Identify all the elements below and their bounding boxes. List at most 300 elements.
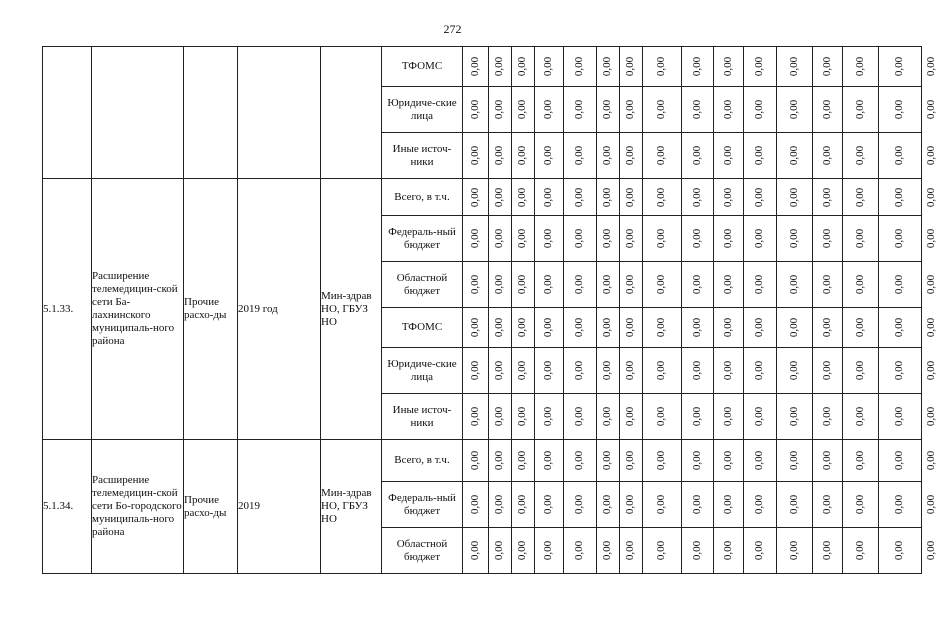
value-text: 0,00: [542, 360, 555, 381]
value-cell: [714, 394, 744, 440]
measure-executor: [321, 47, 382, 179]
funding-source: Всего, в т.ч.: [382, 440, 463, 482]
value-text: 0,00: [516, 228, 529, 249]
value-text: 0,00: [493, 494, 506, 515]
value-cell: [564, 348, 597, 394]
value-text: 0,00: [542, 99, 555, 120]
value-text: 0,00: [601, 317, 614, 338]
value-text: 0,00: [601, 187, 614, 207]
value-cell: [564, 216, 597, 262]
value-text: 0,00: [925, 317, 938, 338]
value-text: 0,00: [601, 145, 614, 166]
expense-type: Прочие расхо-ды: [184, 179, 238, 440]
value-cell: [879, 348, 922, 394]
value-cell: [564, 179, 597, 216]
value-cell: [714, 308, 744, 348]
value-cell: [564, 308, 597, 348]
value-text: 0,00: [722, 450, 734, 471]
value-text: 0,00: [788, 406, 800, 427]
value-text: 0,00: [655, 406, 668, 427]
measure-executor: Мин-здрав НО, ГБУЗ НО: [321, 440, 382, 574]
funding-source: ТФОМС: [382, 308, 463, 348]
value-text: 0,00: [893, 360, 906, 381]
value-text: 0,00: [469, 450, 481, 471]
value-cell: [777, 87, 813, 133]
value-cell: [489, 216, 512, 262]
value-cell: [682, 394, 714, 440]
value-cell: [777, 482, 813, 528]
value-text: 0,00: [821, 56, 833, 77]
value-text: 0,00: [516, 494, 529, 515]
value-text: 0,00: [854, 406, 866, 427]
value-text: 0,00: [722, 317, 734, 338]
value-cell: [744, 133, 777, 179]
value-cell: [682, 482, 714, 528]
value-text: 0,00: [469, 274, 481, 295]
value-text: 0,00: [893, 450, 906, 471]
value-cell: [813, 440, 843, 482]
value-text: 0,00: [655, 145, 668, 166]
value-cell: [879, 308, 922, 348]
value-cell: [564, 440, 597, 482]
value-cell: [744, 308, 777, 348]
funding-source: Областной бюджет: [382, 528, 463, 574]
value-cell: [777, 47, 813, 87]
value-cell: [879, 440, 922, 482]
value-cell: [564, 87, 597, 133]
value-text: 0,00: [925, 99, 938, 120]
value-text: 0,00: [925, 360, 938, 381]
value-cell: [843, 348, 879, 394]
value-text: 0,00: [893, 540, 906, 561]
value-cell: [682, 133, 714, 179]
value-text: 0,00: [493, 228, 506, 249]
value-text: 0,00: [821, 274, 833, 295]
value-text: 0,00: [516, 317, 529, 338]
table-row: [43, 440, 922, 482]
value-cell: [744, 348, 777, 394]
value-text: 0,00: [788, 540, 800, 561]
value-cell: [643, 179, 682, 216]
measure-year: 2019 год: [238, 179, 321, 440]
value-cell: [879, 179, 922, 216]
value-text: 0,00: [925, 56, 938, 77]
value-cell: [682, 262, 714, 308]
value-cell: [564, 133, 597, 179]
value-text: 0,00: [753, 99, 766, 120]
value-text: 0,00: [753, 187, 766, 207]
value-text: 0,00: [469, 540, 481, 561]
value-cell: [620, 87, 643, 133]
value-text: 0,00: [542, 540, 555, 561]
value-cell: [643, 440, 682, 482]
value-text: 0,00: [655, 540, 668, 561]
value-text: 0,00: [516, 56, 529, 77]
value-cell: [597, 262, 620, 308]
funding-source: Областной бюджет: [382, 262, 463, 308]
value-text: 0,00: [516, 450, 529, 471]
measure-name: [92, 47, 184, 179]
value-text: 0,00: [753, 317, 766, 338]
value-cell: [714, 528, 744, 574]
value-text: 0,00: [854, 56, 866, 77]
value-cell: [512, 482, 535, 528]
value-cell: [564, 394, 597, 440]
value-text: 0,00: [542, 187, 555, 207]
value-text: 0,00: [821, 494, 833, 515]
value-text: 0,00: [691, 406, 703, 427]
value-text: 0,00: [655, 450, 668, 471]
value-text: 0,00: [542, 317, 555, 338]
value-text: 0,00: [516, 360, 529, 381]
value-text: 0,00: [493, 317, 506, 338]
value-text: 0,00: [601, 99, 614, 120]
value-text: 0,00: [573, 56, 586, 77]
value-text: 0,00: [722, 99, 734, 120]
value-cell: [463, 133, 489, 179]
value-text: 0,00: [854, 274, 866, 295]
value-text: 0,00: [469, 187, 481, 207]
value-cell: [512, 179, 535, 216]
funding-source: Иные источ-ники: [382, 133, 463, 179]
value-text: 0,00: [542, 56, 555, 77]
value-text: 0,00: [722, 145, 734, 166]
value-text: 0,00: [722, 56, 734, 77]
value-cell: [620, 216, 643, 262]
value-text: 0,00: [624, 360, 637, 381]
value-text: 0,00: [753, 406, 766, 427]
value-text: 0,00: [893, 228, 906, 249]
value-cell: [535, 482, 564, 528]
value-text: 0,00: [788, 360, 800, 381]
table-row: [43, 47, 922, 87]
value-text: 0,00: [516, 406, 529, 427]
value-cell: [879, 133, 922, 179]
value-cell: [843, 528, 879, 574]
value-cell: [682, 440, 714, 482]
value-text: 0,00: [624, 450, 637, 471]
value-cell: [777, 528, 813, 574]
value-cell: [714, 348, 744, 394]
value-text: 0,00: [722, 228, 734, 249]
value-text: 0,00: [788, 274, 800, 295]
value-text: 0,00: [722, 540, 734, 561]
value-cell: [879, 528, 922, 574]
value-cell: [535, 348, 564, 394]
value-cell: [535, 262, 564, 308]
value-text: 0,00: [469, 406, 481, 427]
value-text: 0,00: [821, 360, 833, 381]
value-text: 0,00: [542, 406, 555, 427]
value-text: 0,00: [893, 274, 906, 295]
value-cell: [597, 394, 620, 440]
measure-code: 5.1.33.: [43, 179, 92, 440]
value-text: 0,00: [854, 317, 866, 338]
value-text: 0,00: [821, 99, 833, 120]
value-text: 0,00: [573, 228, 586, 249]
value-text: 0,00: [925, 187, 938, 207]
value-cell: [463, 348, 489, 394]
value-text: 0,00: [691, 228, 703, 249]
value-cell: [564, 528, 597, 574]
value-text: 0,00: [722, 406, 734, 427]
value-cell: [620, 348, 643, 394]
value-text: 0,00: [821, 187, 833, 207]
value-cell: [597, 348, 620, 394]
value-text: 0,00: [854, 360, 866, 381]
value-text: 0,00: [601, 406, 614, 427]
funding-source: Федераль-ный бюджет: [382, 482, 463, 528]
value-text: 0,00: [753, 228, 766, 249]
value-text: 0,00: [788, 187, 800, 207]
value-cell: [843, 179, 879, 216]
value-cell: [682, 348, 714, 394]
value-cell: [564, 262, 597, 308]
value-cell: [597, 47, 620, 87]
funding-source: Юридиче-ские лица: [382, 87, 463, 133]
value-text: 0,00: [893, 187, 906, 207]
value-cell: [813, 348, 843, 394]
value-text: 0,00: [893, 99, 906, 120]
value-cell: [813, 308, 843, 348]
value-cell: [813, 133, 843, 179]
value-text: 0,00: [493, 360, 506, 381]
value-text: 0,00: [573, 494, 586, 515]
value-cell: [620, 133, 643, 179]
value-cell: [879, 482, 922, 528]
table-row: [43, 179, 922, 216]
value-cell: [489, 482, 512, 528]
value-cell: [813, 394, 843, 440]
value-cell: [597, 179, 620, 216]
value-text: 0,00: [469, 228, 481, 249]
value-text: 0,00: [493, 450, 506, 471]
value-text: 0,00: [691, 274, 703, 295]
value-cell: [512, 440, 535, 482]
value-cell: [777, 179, 813, 216]
value-text: 0,00: [469, 360, 481, 381]
value-cell: [512, 348, 535, 394]
value-cell: [813, 87, 843, 133]
value-text: 0,00: [601, 274, 614, 295]
value-cell: [512, 528, 535, 574]
value-text: 0,00: [753, 450, 766, 471]
value-text: 0,00: [601, 56, 614, 77]
value-cell: [512, 308, 535, 348]
value-text: 0,00: [788, 317, 800, 338]
value-cell: [879, 262, 922, 308]
value-text: 0,00: [893, 145, 906, 166]
funding-source: Всего, в т.ч.: [382, 179, 463, 216]
value-text: 0,00: [925, 494, 938, 515]
value-text: 0,00: [854, 145, 866, 166]
value-text: 0,00: [624, 494, 637, 515]
value-text: 0,00: [573, 274, 586, 295]
value-text: 0,00: [691, 317, 703, 338]
value-cell: [620, 262, 643, 308]
value-cell: [643, 216, 682, 262]
value-cell: [512, 216, 535, 262]
value-text: 0,00: [573, 450, 586, 471]
funding-source: Иные источ-ники: [382, 394, 463, 440]
value-cell: [535, 133, 564, 179]
value-cell: [597, 440, 620, 482]
value-cell: [682, 528, 714, 574]
value-text: 0,00: [573, 187, 586, 207]
value-text: 0,00: [691, 360, 703, 381]
value-cell: [879, 394, 922, 440]
value-text: 0,00: [753, 540, 766, 561]
value-cell: [463, 216, 489, 262]
value-text: 0,00: [691, 145, 703, 166]
value-text: 0,00: [854, 450, 866, 471]
value-text: 0,00: [573, 99, 586, 120]
value-text: 0,00: [722, 360, 734, 381]
value-text: 0,00: [624, 187, 637, 207]
value-cell: [535, 394, 564, 440]
value-text: 0,00: [624, 228, 637, 249]
value-cell: [535, 308, 564, 348]
value-cell: [714, 179, 744, 216]
value-cell: [643, 47, 682, 87]
expense-type: [184, 47, 238, 179]
value-cell: [463, 179, 489, 216]
value-cell: [535, 440, 564, 482]
value-text: 0,00: [655, 99, 668, 120]
value-text: 0,00: [655, 360, 668, 381]
value-text: 0,00: [655, 56, 668, 77]
value-text: 0,00: [516, 145, 529, 166]
value-cell: [489, 308, 512, 348]
value-cell: [564, 47, 597, 87]
value-text: 0,00: [821, 406, 833, 427]
value-cell: [620, 394, 643, 440]
value-cell: [714, 440, 744, 482]
value-text: 0,00: [893, 56, 906, 77]
value-text: 0,00: [493, 145, 506, 166]
value-text: 0,00: [493, 56, 506, 77]
value-text: 0,00: [753, 145, 766, 166]
value-text: 0,00: [788, 450, 800, 471]
value-text: 0,00: [722, 274, 734, 295]
value-text: 0,00: [493, 99, 506, 120]
value-text: 0,00: [753, 494, 766, 515]
value-cell: [620, 440, 643, 482]
value-cell: [879, 87, 922, 133]
value-text: 0,00: [753, 56, 766, 77]
value-text: 0,00: [788, 145, 800, 166]
value-cell: [463, 482, 489, 528]
value-cell: [879, 47, 922, 87]
value-text: 0,00: [601, 494, 614, 515]
value-cell: [643, 133, 682, 179]
value-cell: [777, 308, 813, 348]
value-cell: [843, 308, 879, 348]
value-text: 0,00: [493, 540, 506, 561]
value-cell: [813, 216, 843, 262]
value-text: 0,00: [788, 99, 800, 120]
value-cell: [463, 394, 489, 440]
value-cell: [643, 482, 682, 528]
value-cell: [682, 216, 714, 262]
value-cell: [744, 216, 777, 262]
value-cell: [597, 133, 620, 179]
value-cell: [597, 482, 620, 528]
value-text: 0,00: [691, 56, 703, 77]
value-cell: [512, 133, 535, 179]
funding-source: ТФОМС: [382, 47, 463, 87]
value-cell: [535, 216, 564, 262]
value-cell: [643, 394, 682, 440]
value-cell: [489, 133, 512, 179]
value-text: 0,00: [624, 274, 637, 295]
value-text: 0,00: [542, 274, 555, 295]
measure-executor: Мин-здрав НО, ГБУЗ НО: [321, 179, 382, 440]
value-cell: [597, 308, 620, 348]
value-text: 0,00: [893, 317, 906, 338]
value-text: 0,00: [925, 228, 938, 249]
value-cell: [620, 308, 643, 348]
value-text: 0,00: [753, 360, 766, 381]
value-text: 0,00: [469, 494, 481, 515]
value-cell: [512, 47, 535, 87]
value-cell: [777, 262, 813, 308]
value-text: 0,00: [691, 450, 703, 471]
value-text: 0,00: [691, 494, 703, 515]
value-text: 0,00: [925, 145, 938, 166]
value-cell: [512, 262, 535, 308]
value-text: 0,00: [691, 99, 703, 120]
value-text: 0,00: [493, 406, 506, 427]
value-text: 0,00: [722, 494, 734, 515]
funding-source: Федераль-ный бюджет: [382, 216, 463, 262]
value-text: 0,00: [469, 99, 481, 120]
value-text: 0,00: [516, 274, 529, 295]
value-cell: [535, 47, 564, 87]
value-cell: [682, 87, 714, 133]
value-text: 0,00: [573, 360, 586, 381]
value-text: 0,00: [469, 145, 481, 166]
value-cell: [879, 216, 922, 262]
value-cell: [744, 87, 777, 133]
value-text: 0,00: [655, 494, 668, 515]
value-cell: [744, 179, 777, 216]
value-text: 0,00: [516, 99, 529, 120]
value-cell: [714, 216, 744, 262]
value-text: 0,00: [573, 145, 586, 166]
value-cell: [512, 87, 535, 133]
value-cell: [843, 133, 879, 179]
value-cell: [620, 482, 643, 528]
value-text: 0,00: [655, 228, 668, 249]
value-cell: [813, 179, 843, 216]
value-cell: [843, 482, 879, 528]
measure-code: [43, 47, 92, 179]
value-cell: [489, 528, 512, 574]
value-text: 0,00: [624, 145, 637, 166]
value-text: 0,00: [691, 540, 703, 561]
value-text: 0,00: [821, 228, 833, 249]
value-text: 0,00: [493, 274, 506, 295]
value-cell: [535, 528, 564, 574]
value-text: 0,00: [601, 360, 614, 381]
value-text: 0,00: [788, 494, 800, 515]
value-cell: [643, 348, 682, 394]
value-cell: [714, 47, 744, 87]
value-text: 0,00: [542, 228, 555, 249]
value-cell: [463, 440, 489, 482]
value-cell: [463, 87, 489, 133]
